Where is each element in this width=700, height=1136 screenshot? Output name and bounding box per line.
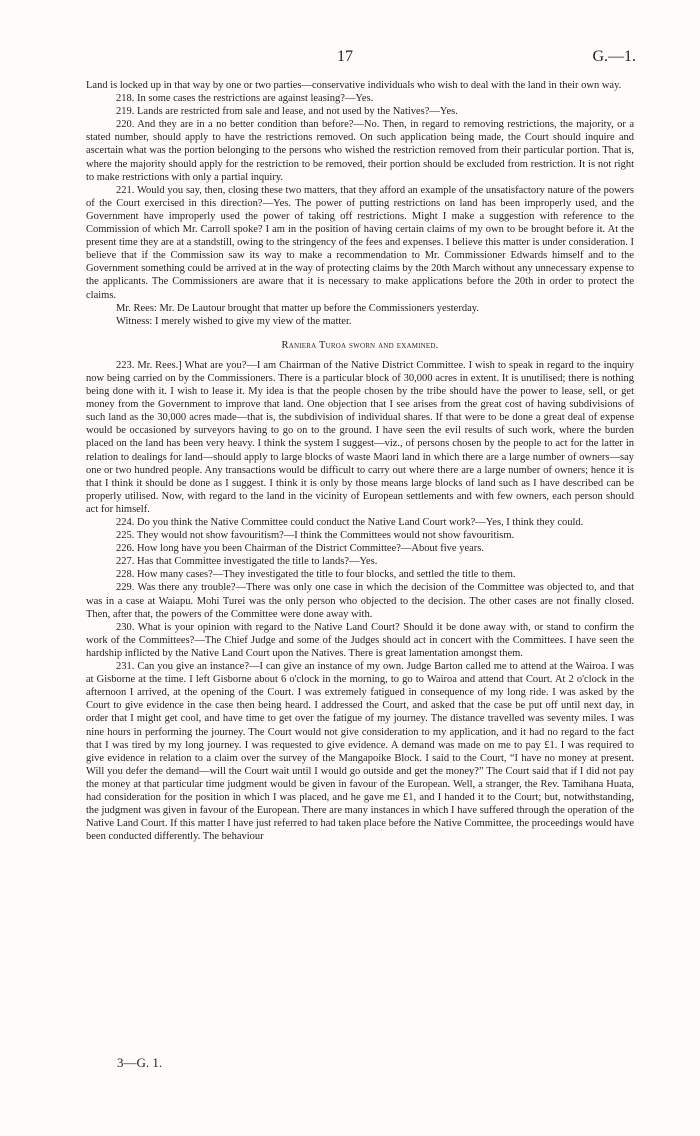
paragraph: 229. Was there any trouble?—There was only one case in which the decision of the Committee was objected to, and that was in a case at Waiapu. Mohi Turei was the only person who objected to the decision. The other cases are not finally closed. Then, after that, the powers of the Committee were done away with.: [86, 582, 634, 620]
paragraph: Mr. Rees: Mr. De Lautour brought that matter up before the Commissioners yesterday.: [116, 302, 479, 314]
paragraph: 231. Can you give an instance?—I can give an instance of my own. Judge Barton called me to attend at the Wairoa. I was at Gisborne at the time. I left Gisborne about 6 o'clock in the morning, to go to Wairoa and attend that Court. At 2 o'clock in the afternoon I arrived, at the opening of the Court. I was extremely fatigued in consequence of my long ride. I was asked by the Court to give evidence in the case then being heard. I addressed the Court, and asked that the case be put off until next day, in order that I might get cool, and have time to get over the fatigue of my journey. The distance travelled was seventy miles. I was nine hours in performing the journey. The Court would not give consideration to my application, and it had no regard to the fact that I was tired by my long journey. I was requested to give evidence. A demand was made on me to pay £1. I was required to give evidence in relation to a claim over the survey of the Mangapoike Block. I said to the Court, “I have no money at present. Will you defer the demand—will the Court wait until I would go outside and get the money?” The Court said that if I did not pay the money at that particular time judgment would be given in favour of the European. Well, a stranger, the Rev. Tamihana Huata, had consideration for the position in which I was placed, and he gave me £1, and I handed it to the Court; but, notwithstanding, the judgment was given in favour of the European. There are many instances in which I have suffered through the operation of the Native Land Court. If this matter I have just referred to had taken place before the Native Committee, the proceedings would have been conducted differently. The behaviour: [86, 661, 634, 843]
witness-heading: Raniera Turoa sworn and examined.: [281, 339, 439, 351]
signature-mark: 3—G. 1.: [117, 1055, 163, 1070]
paragraph: 228. How many cases?—They investigated the title to four blocks, and settled the title to them.: [116, 569, 516, 581]
paragraph: 226. How long have you been Chairman of the District Committee?—About five years.: [116, 543, 484, 555]
page-number: 17: [337, 48, 353, 65]
paragraph: 223. Mr. Rees.] What are you?—I am Chairman of the Native District Committee. I wish to speak in regard to the inquiry now being carried on by the Commissioners. There is a particular block of 30,000 acres in extent. It is unutilised; there is nothing being done with it. I wish to lease it. My idea is that the people chosen by the tribe should have the power to lease, sell, or get money from the Government to improve that land. One objection that I see arises from the great cost of having subdivisions of such land as the 30,000 acres made—that is, the subdivision of individual shares. If that were to be done a great deal of expense would be occasioned by surveyors having to go on to the ground. I have seen the evil results of such work, where the burden placed on the land has been very heavy. I think the system I suggest—viz., of persons chosen by the people to act for the latter in relation to dealings for land—should apply to large blocks of waste Maori land in which there are a large number of owners—say one or two hundred people. Any transactions would be difficult to carry out where there are a large number of owners; hence it is that I think it should be done as I suggest. I think it is only by those means large blocks of land such as I have described can be properly utilised. Now, with regard to the land in the vicinity of European settlements and with few owners, each person should act for himself.: [86, 359, 634, 515]
paragraph: 225. They would not show favouritism?—I think the Committees would not show favouritism.: [116, 530, 515, 542]
paragraph: 219. Lands are restricted from sale and lease, and not used by the Natives?—Yes.: [116, 106, 458, 118]
paragraph: 221. Would you say, then, closing these two matters, that they afford an example of the unsatisfactory nature of the powers of the Court exercised in this direction?—Yes. The power of putting restrictions on land has been improperly used, and the Government have improperly used the power of taking off restrictions. Might I make a suggestion with reference to the Commission of which Mr. Carroll spoke? I am in the position of having certain claims of my own to be brought before it. At the present time they are at a standstill, owing to the stringency of the fees and expenses. I believe this matter is under consideration. I believe that if the Commission saw its way to make a recommendation to Mr. Commissioner Edwards himself and to the Government something could be arrived at in the way of protecting claims by the 20th March without any unnecessary expense to the applicants. The Commissioners are aware that it is necessary to make applications before the 20th in order to protect the claims.: [86, 184, 634, 301]
paragraph: 218. In some cases the restrictions are against leasing?—Yes.: [116, 93, 374, 105]
paragraph: 227. Has that Committee investigated the title to lands?—Yes.: [116, 556, 378, 568]
paragraph: Land is locked up in that way by one or two parties—conservative individuals who wish to deal with the land in their own way.: [86, 80, 622, 91]
paragraph: 224. Do you think the Native Committee could conduct the Native Land Court work?—Yes, I think they could.: [116, 517, 584, 528]
paragraph: 230. What is your opinion with regard to the Native Land Court? Should it be done away with, or stand to confirm the work of the Committees?—The Chief Judge and some of the Judges should act in concert with the Committees. I have seen the hardship inflicted by the Native Land Court upon the Natives. There is great lamentation amongst them.: [86, 621, 634, 659]
document-body: [86, 79, 634, 843]
paragraph: 220. And they are in a no better condition than before?—No. Then, in regard to removing restrictions, the majority, or a stated number, should apply to have the restrictions removed. On such application being made, the Court should inquire and ascertain what was the portion belonging to the persons who wished the restriction removed from their particular portion. That is, where the majority should apply for the restriction to be removed, their portion should be excluded from restriction. It is not right to make restrictions with only a partial inquiry.: [86, 119, 634, 183]
paragraph: Witness: I merely wished to give my view of the matter.: [116, 315, 352, 327]
document-reference: G.—1.: [592, 48, 636, 65]
